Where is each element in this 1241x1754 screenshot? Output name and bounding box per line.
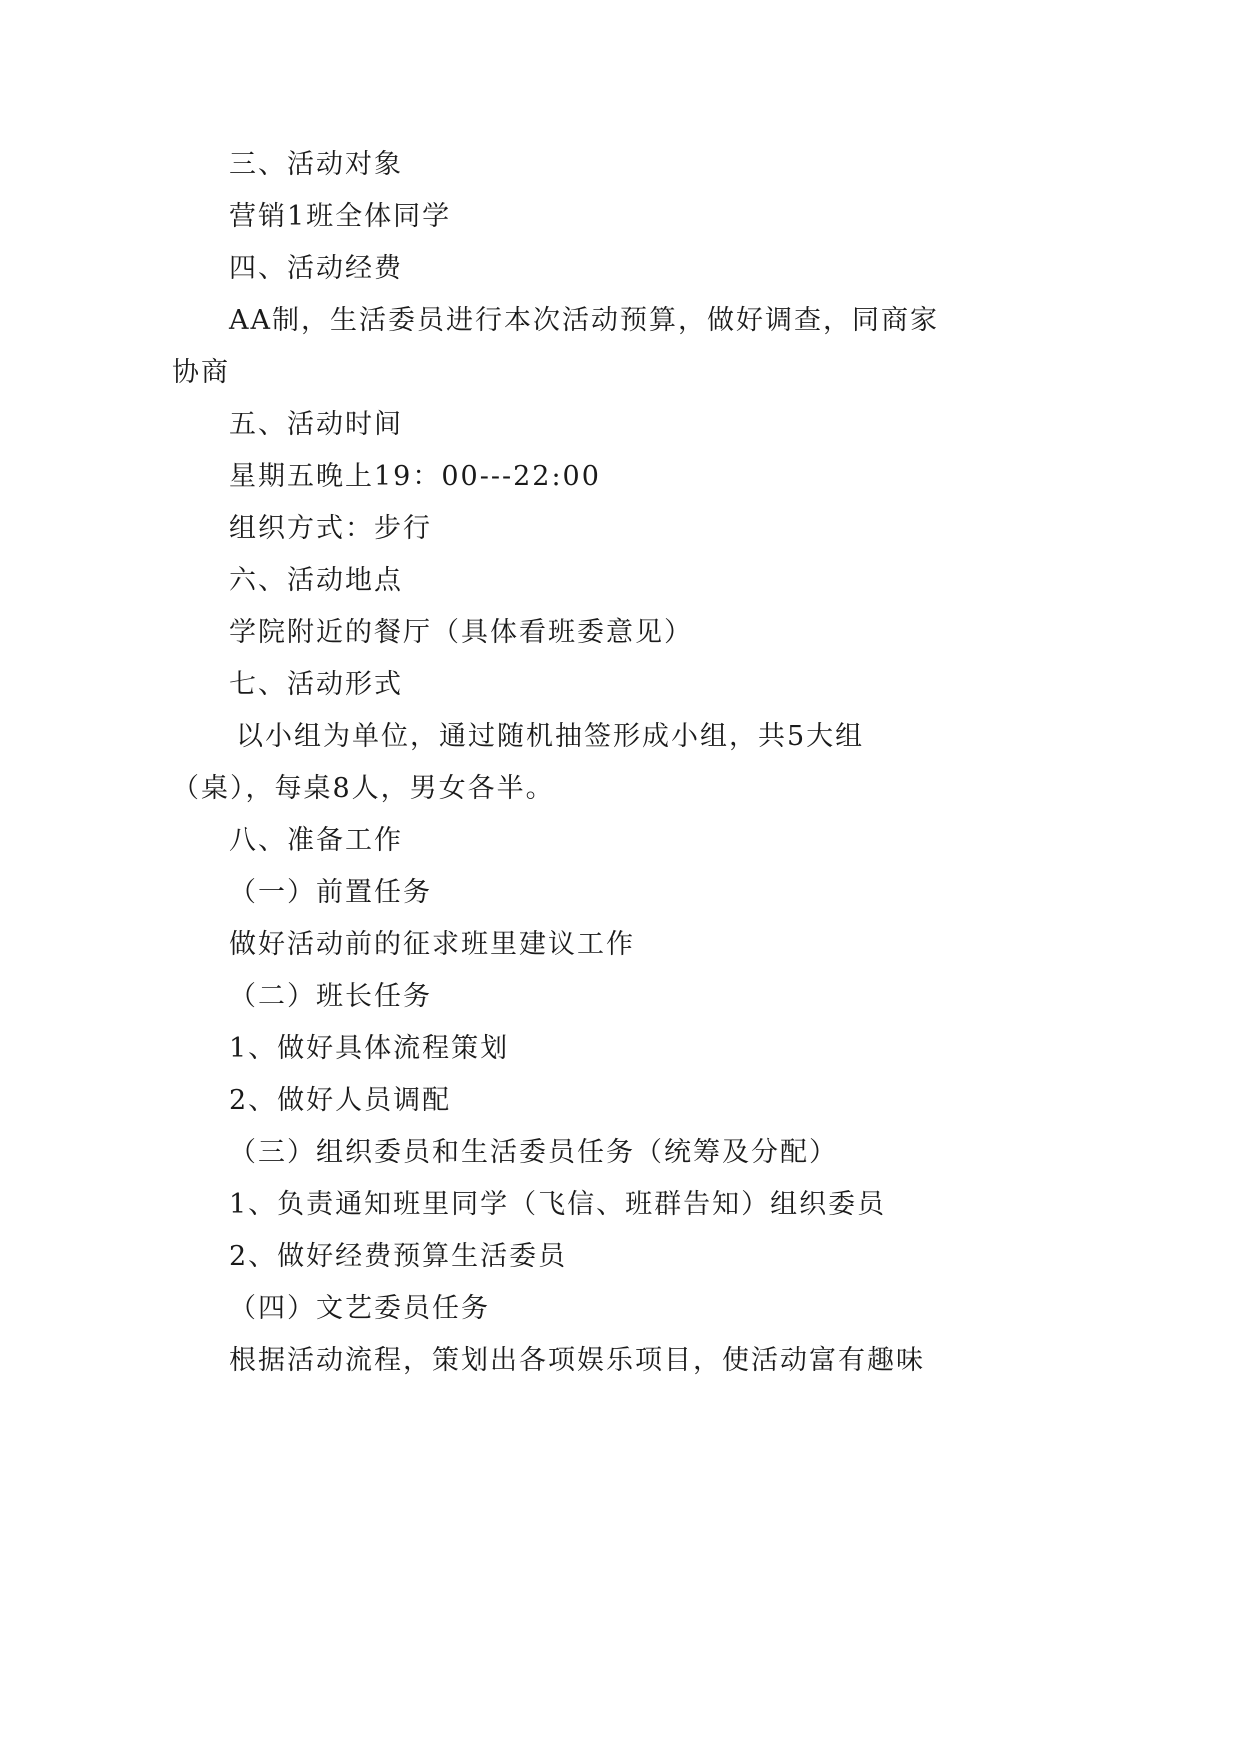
section-heading-preparation: 八、准备工作 <box>229 825 403 856</box>
paragraph-line: 以小组为单位，通过随机抽签形成小组，共5大组 <box>236 721 865 752</box>
section-heading-budget: 四、活动经费 <box>229 253 403 284</box>
subsection-heading: （四）文艺委员任务 <box>229 1293 490 1324</box>
subsection-heading: （三）组织委员和生活委员任务（统筹及分配） <box>229 1137 838 1168</box>
section-heading-target: 三、活动对象 <box>229 149 403 180</box>
subsection-heading: （二）班长任务 <box>229 981 432 1012</box>
list-item: 1、做好具体流程策划 <box>229 1033 510 1064</box>
paragraph-line: 星期五晚上19：00---22:00 <box>229 461 601 492</box>
list-item: 2、做好人员调配 <box>229 1085 452 1116</box>
list-item: 2、做好经费预算生活委员 <box>229 1241 568 1272</box>
subsection-heading: （一）前置任务 <box>229 877 432 908</box>
list-item: 1、负责通知班里同学（飞信、班群告知）组织委员 <box>229 1189 887 1220</box>
section-heading-time: 五、活动时间 <box>229 409 403 440</box>
paragraph-line: （桌），每桌8人，男女各半。 <box>172 773 555 804</box>
paragraph-line: 组织方式：步行 <box>229 513 432 544</box>
paragraph-line: AA制，生活委员进行本次活动预算，做好调查，同商家 <box>229 305 939 336</box>
paragraph-line: 做好活动前的征求班里建议工作 <box>229 929 635 960</box>
section-heading-format: 七、活动形式 <box>229 669 403 700</box>
paragraph-line: 根据活动流程，策划出各项娱乐项目，使活动富有趣味 <box>229 1345 925 1376</box>
paragraph-line: 营销1班全体同学 <box>229 201 452 232</box>
section-heading-location: 六、活动地点 <box>229 565 403 596</box>
paragraph-line: 协商 <box>172 357 230 388</box>
paragraph-line: 学院附近的餐厅（具体看班委意见） <box>229 617 693 648</box>
